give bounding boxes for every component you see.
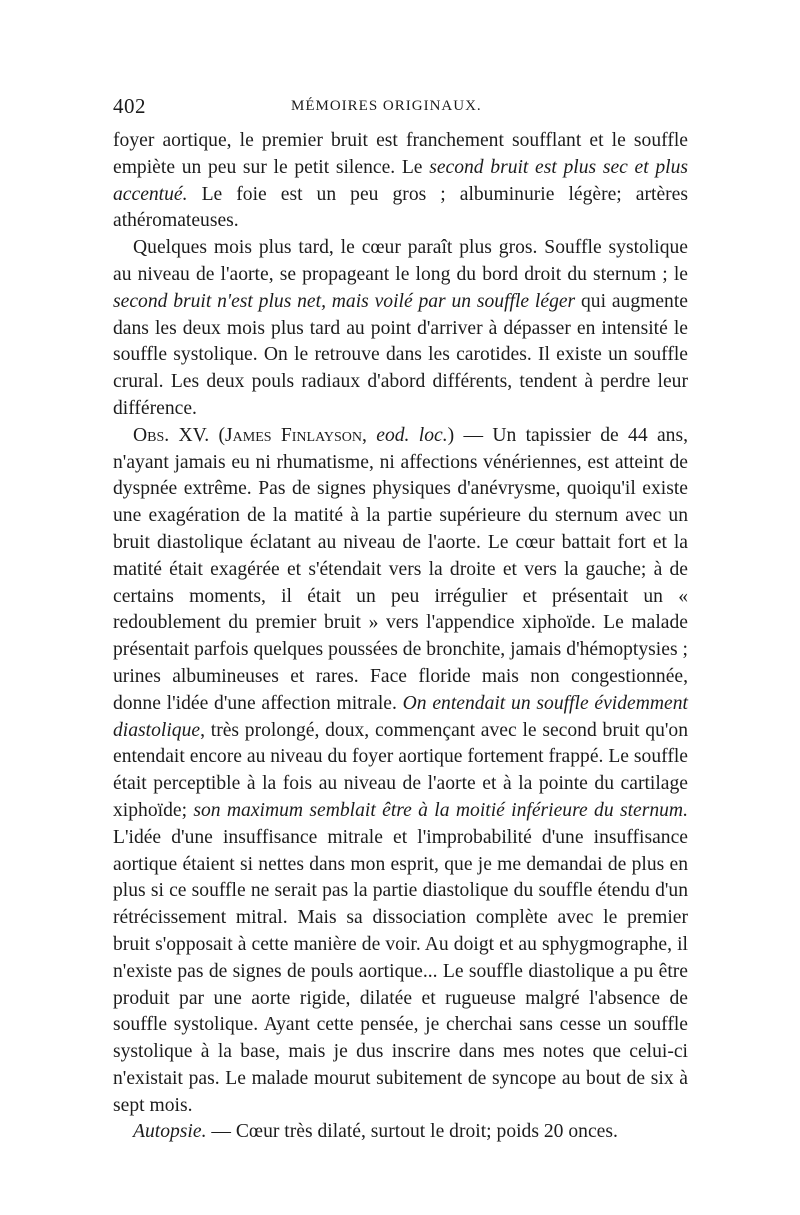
text-segment: , très prolongé, doux, commençant avec le second bruit qu'on entendait encore au niveau du foyer aortique fortement frappé. Le souffle était perceptible à la fois au niveau de l'aorte et à la pointe du cartilage xiphoïde;: [113, 719, 688, 821]
text-segment: foyer aortique, le premier bruit est franchement soufflant et le souffle empiète un peu sur le petit silence. Le: [113, 130, 688, 178]
paragraph-months-later: [113, 235, 688, 423]
citation-reference: eod. loc.: [376, 424, 448, 446]
text-segment: Quelques mois plus tard, le cœur paraît plus gros. Souffle systolique au niveau de l'aorte, se propageant le long du bord droit du sternum ; le: [113, 237, 688, 285]
page-number: 402: [113, 94, 146, 118]
paragraph-autopsy: [113, 1119, 688, 1146]
italic-emphasis: son maximum semblait être à la moitié inférieure du sternum.: [193, 799, 688, 821]
text-segment: (: [209, 424, 226, 446]
italic-emphasis: second bruit est plus sec et plus accentué.: [113, 156, 689, 205]
text-segment: — Cœur très dilaté, surtout le droit; poids 20 onces.: [206, 1121, 618, 1143]
paragraph-observation-xv: [113, 423, 688, 1120]
text-segment: ,: [362, 424, 377, 446]
text-segment: ) — Un tapissier de 44 ans, n'ayant jamais eu ni rhumatisme, ni affections vénériennes, est atteint de dyspnée extrême. Pas de signes physiques d'anévrysme, quoiqu'il existe une exagération de la matité à la partie supérieure du sternum avec un bruit diastolique éclatant au niveau de l'aorte. Le cœur battait fort et la matité était exagérée et s'étendait vers la droite et vers la gauche; à de certains moments, il était un peu irrégulier et présentait un « redoublement du premier bruit » vers l'appendice xiphoïde. Le malade présentait parfois quelques poussées de bronchite, jamais d'hémoptysies ; urines albumineuses et rares. Face floride mais non congestionnée, donne l'idée d'une affection mitrale.: [113, 424, 688, 714]
text-segment: Le foie est un peu gros ; albuminurie légère; artères athéromateuses.: [113, 183, 688, 232]
text-segment: L'idée d'une insuffisance mitrale et l'improbabilité d'une insuffisance aortique étaient si nettes dans mon esprit, que je me demandai de plus en plus si ce souffle ne serait pas la partie diastolique du souffle étendu d'un rétrécissement mitral. Mais sa dissociation complète avec le premier bruit s'opposait à cette manière de voir. Au doigt et au sphygmographe, il n'existe pas de signes de pouls aortique... Le souffle diastolique a pu être produit par une aorte rigide, dilatée et rugueuse malgré l'absence de souffle systolique. Ayant cette pensée, je cherchai sans cesse un souffle systolique à la base, mais je dus inscrire dans mes notes que celui-ci n'existait pas. Le malade mourut subitement de syncope au bout de six à sept mois.: [113, 826, 688, 1116]
author-name: James Finlayson: [225, 424, 363, 446]
italic-emphasis: On entendait un souffle évidemment diastolique: [113, 692, 688, 741]
text-segment: qui augmente dans les deux mois plus tard au point d'arriver à dépasser en intensité le souffle systolique. On le retrouve dans les carotides. Il existe un souffle crural. Les deux pouls radiaux d'abord différents, tendent à perdre leur différence.: [113, 290, 688, 419]
autopsy-heading: Autopsie.: [133, 1121, 207, 1143]
page-header: [113, 94, 688, 124]
paragraph-continued-case: [113, 128, 688, 235]
observation-label: Obs. XV.: [133, 424, 210, 446]
book-page: [113, 94, 688, 1146]
running-title: MÉMOIRES ORIGINAUX.: [291, 98, 482, 114]
italic-emphasis: second bruit n'est plus net, mais voilé par un souffle léger: [113, 290, 576, 312]
